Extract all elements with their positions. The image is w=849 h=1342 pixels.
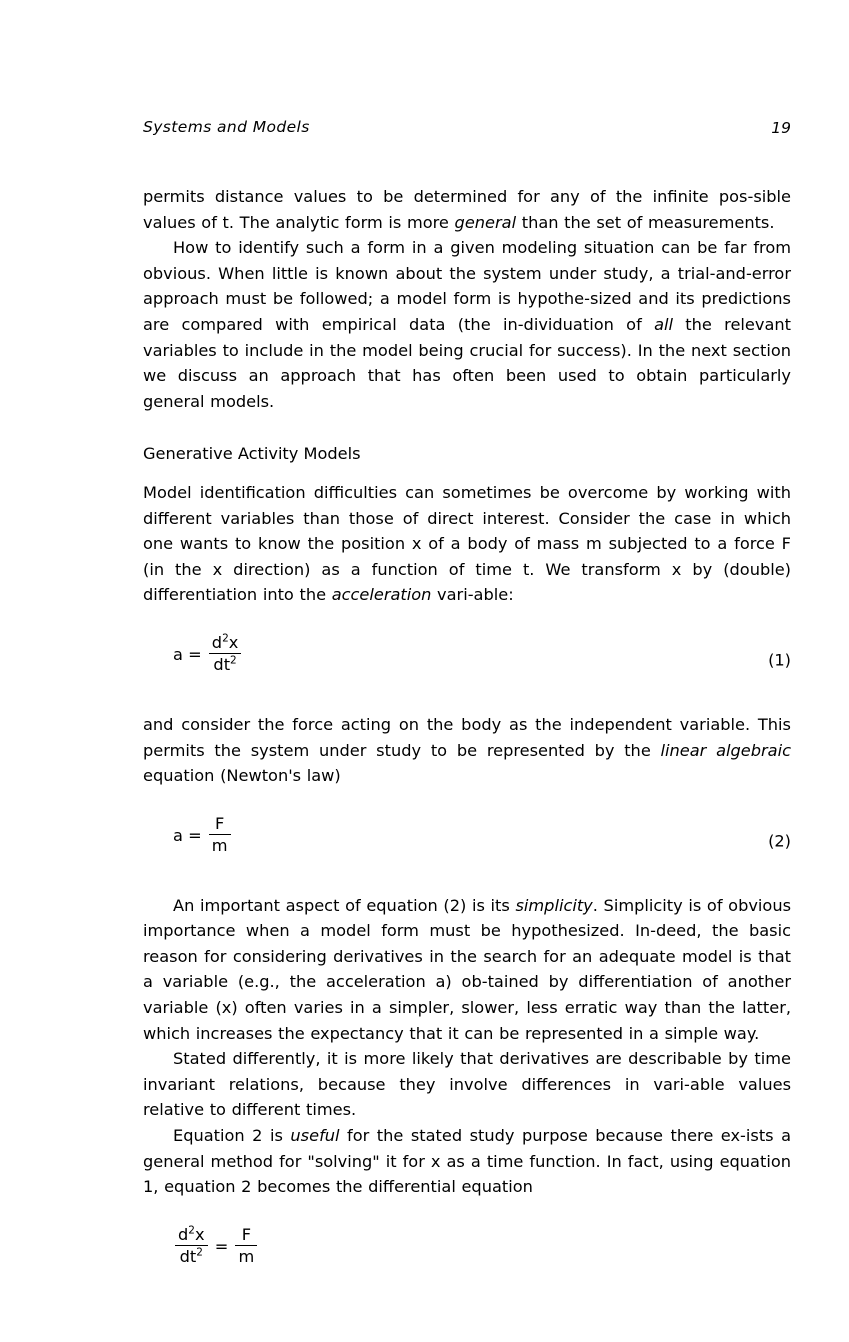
paragraph-4-text-b: equation (Newton's law) [143, 766, 341, 786]
paragraph-1 [143, 184, 791, 235]
equation-1-numerator-base: d [211, 632, 223, 652]
paragraph-4-text-a: and consider the force acting on the body as the independent variable. This permits the system under study to be represented by the [143, 714, 791, 760]
paragraph-6: Stated differently, it is more likely that derivatives are describable by time invariant relations, because they involve differences in vari-able values relative to different times. [143, 1049, 791, 1120]
equation-2-numerator: F [209, 814, 231, 835]
equation-3-body [173, 1226, 259, 1267]
equation-3-numerator-exponent: 2 [188, 1224, 195, 1237]
equation-3-equals: = [214, 1236, 229, 1256]
paragraph-7-emphasis: useful [290, 1126, 340, 1146]
paragraph-5 [143, 893, 791, 1047]
equation-1-numerator-var: x [228, 632, 239, 652]
equation-1-denominator-base: dt [213, 654, 231, 674]
paragraph-2 [143, 235, 791, 414]
equation-3-fraction-right [235, 1225, 257, 1266]
paragraph-1-text: permits distance values to be determined for any of the infinite pos-sible values of t. The analytic form is more [143, 187, 791, 232]
paragraph-7-text-a: Equation 2 is [173, 1126, 291, 1146]
equation-3-numerator [175, 1225, 208, 1246]
paragraph-3-text-a: Model identification difficulties can sometimes be overcome by working with different variables than those of direct interest. Consider the case in which one wants to know the position x of a body of mass m subjected to a force F (in the x direction) as a function of time t. We transform x by (double) differentiation into the [143, 482, 791, 605]
equation-3-numerator-var: x [194, 1224, 205, 1244]
paragraph-4-emphasis: linear algebraic [660, 740, 791, 760]
equation-1-numerator-exponent: 2 [222, 632, 229, 645]
equation-1-body [173, 634, 243, 675]
equation-1-block [143, 634, 791, 686]
equation-2-denominator: m [211, 835, 228, 855]
equation-1-number: (1) [768, 650, 791, 670]
section-heading: Generative Activity Models [143, 444, 361, 464]
equation-2-number: (2) [768, 831, 791, 851]
equation-2-fraction [209, 814, 231, 855]
equation-1-numerator [209, 633, 242, 654]
equation-3-fraction-left [175, 1225, 208, 1266]
equation-2-block [143, 815, 791, 867]
paragraph-3 [143, 480, 791, 608]
page-number: 19 [771, 119, 791, 137]
equation-3-denominator-base: dt [179, 1246, 197, 1266]
equation-2-body [173, 815, 233, 856]
paragraph-5-emphasis: simplicity [515, 895, 593, 915]
running-head-title: Systems and Models [143, 118, 310, 136]
paragraph-5-text-a: An important aspect of equation (2) is its [173, 895, 516, 915]
equation-3-denominator-exponent: 2 [196, 1246, 203, 1259]
equation-3-rhs-numerator: F [235, 1225, 257, 1246]
equation-1-lhs: a = [173, 644, 202, 664]
body-column [143, 184, 791, 1278]
paragraph-5-text-b: . Simplicity is of obvious importance when a model form must be hypothesized. In-deed, the basic reason for considering derivatives in the search for an adequate model is that a variable (e.g., the acceleration a) ob-tained by differentiation of another variable (x) often varies in a simpler, slower, less erratic way than the latter, which increases the expectancy that it can be represented in a simple way. [143, 895, 792, 1043]
paragraph-1-tail: than the set of measurements. [516, 212, 775, 232]
running-head [143, 118, 791, 148]
equation-1-denominator-exponent: 2 [230, 654, 237, 667]
paragraph-4 [143, 712, 791, 789]
paragraph-3-text-b: vari-able: [431, 585, 514, 605]
paragraph-2-text-a: How to identify such a form in a given modeling situation can be far from obvious. When little is known about the system under study, a trial-and-error approach must be followed; a model form is hypothe-sized and its predictions are compared with empirical data (the in-dividuation of [143, 238, 791, 334]
equation-3-rhs-denominator: m [238, 1246, 255, 1266]
paragraph-2-text-b: the relevant variables to include in the model being crucial for success). In the next section we discuss an approach that has often been used to obtain particularly general models. [143, 314, 791, 411]
equation-3-block [143, 1226, 791, 1278]
equation-1-denominator [209, 654, 242, 674]
equation-1-fraction [209, 633, 242, 674]
equation-3-numerator-base: d [178, 1224, 189, 1244]
equation-3-denominator [175, 1246, 208, 1266]
paragraph-7 [143, 1123, 791, 1200]
paragraph-7-text-b: for the stated study purpose because there ex-ists a general method for "solving" it for x as a time function. In fact, using equation 1, equation 2 becomes the differential equation [143, 1126, 792, 1197]
equation-2-lhs: a = [173, 825, 202, 845]
paragraph-1-emphasis: general [454, 212, 517, 232]
paragraph-3-emphasis: acceleration [331, 585, 432, 605]
paragraph-2-emphasis: all [654, 314, 673, 334]
